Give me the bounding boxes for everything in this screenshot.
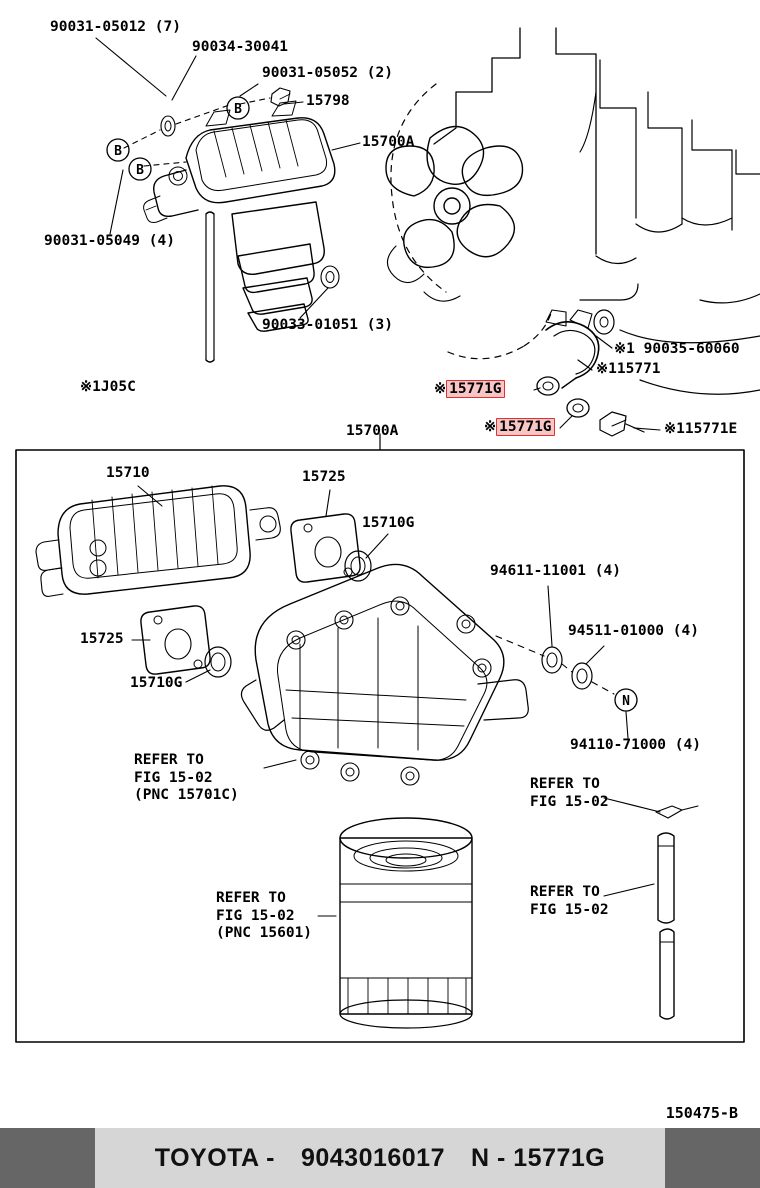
footer-part-panel	[95, 1128, 665, 1188]
refer-note-lower-l2: FIG 15-02	[530, 901, 609, 918]
callout-15771: ※115771	[596, 361, 661, 377]
refer-note-15601-l2: FIG 15-02	[216, 907, 295, 924]
refer-note-15701c-l3: (PNC 15701C)	[134, 787, 239, 804]
refer-note-upper	[530, 776, 609, 811]
callout-90034-30041: 90034-30041	[192, 39, 289, 55]
callout-94110-71000: 94110-71000 (4)	[570, 737, 701, 753]
refer-note-lower-l1: REFER TO	[530, 884, 600, 900]
svg-text:N: N	[622, 694, 630, 709]
callout-90031-05049: 90031-05049 (4)	[44, 233, 175, 249]
callout-90035-60060: ※1 90035-60060	[614, 341, 740, 357]
reference-mark-1: ※	[434, 381, 447, 397]
callout-15771g-1	[434, 380, 505, 398]
figure-code: 150475-B	[665, 1104, 738, 1122]
group-code: ※1J05C	[80, 379, 136, 395]
pnc-label: N - 15771G	[471, 1143, 606, 1172]
refer-note-15701c-l1: REFER TO	[134, 752, 204, 768]
refer-note-15601	[216, 890, 312, 943]
callout-15771g-2	[484, 418, 555, 436]
highlighted-part-2: 15771G	[496, 418, 554, 436]
refer-note-upper-l1: REFER TO	[530, 776, 600, 792]
part-number: 9043016017	[300, 1143, 445, 1172]
refer-note-15701c	[134, 752, 239, 805]
svg-text:B: B	[234, 102, 242, 117]
highlighted-part-1: 15771G	[446, 380, 504, 398]
callout-15725-b: 15725	[80, 631, 124, 647]
callout-15700a-top: 15700A	[362, 134, 415, 150]
refer-note-upper-l2: FIG 15-02	[530, 793, 609, 810]
refer-note-15701c-l2: FIG 15-02	[134, 769, 213, 786]
reference-mark-2: ※	[484, 419, 497, 435]
callout-90031-05052: 90031-05052 (2)	[262, 65, 393, 81]
refer-note-lower	[530, 884, 609, 919]
callout-94511-01000: 94511-01000 (4)	[568, 623, 699, 639]
callout-90031-05012: 90031-05012 (7)	[50, 19, 181, 35]
svg-text:B: B	[136, 163, 144, 178]
callout-15710g-b: 15710G	[130, 675, 183, 691]
callout-90033-01051: 90033-01051 (3)	[262, 317, 393, 333]
refer-note-15601-l1: REFER TO	[216, 890, 286, 906]
refer-note-15601-l3: (PNC 15601)	[216, 925, 313, 942]
callout-15725-a: 15725	[302, 469, 346, 485]
brand-label: TOYOTA -	[154, 1143, 275, 1172]
callout-15710g-a: 15710G	[362, 515, 415, 531]
callout-15710: 15710	[106, 465, 150, 481]
callout-15771e: ※115771E	[664, 421, 738, 437]
svg-text:B: B	[114, 144, 122, 159]
callout-94611-11001: 94611-11001 (4)	[490, 563, 621, 579]
callout-15798: 15798	[306, 93, 350, 109]
panel-title: 15700A	[346, 423, 399, 439]
